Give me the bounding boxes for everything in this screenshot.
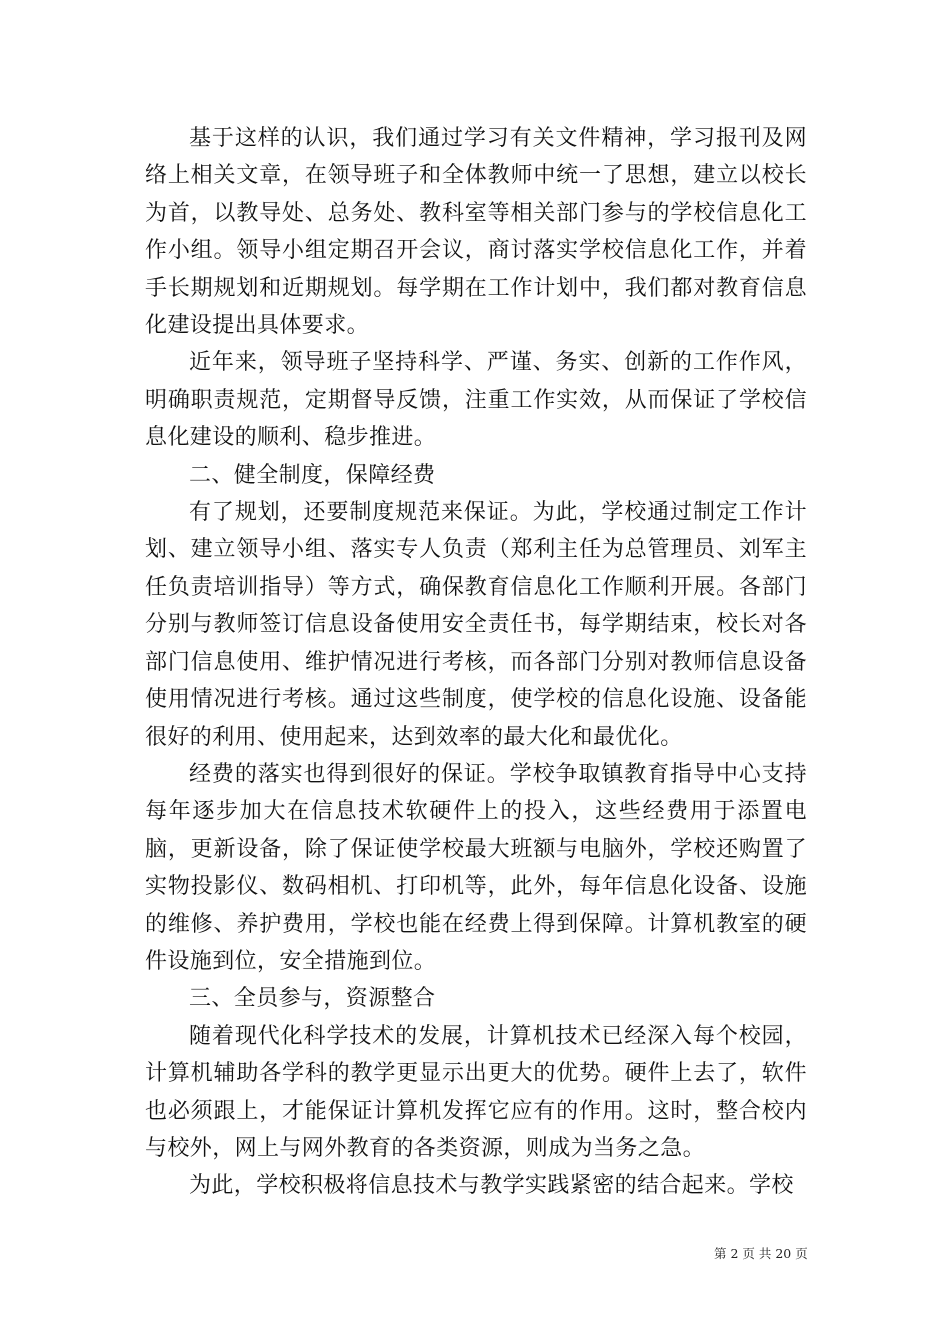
document-body (145, 120, 807, 1205)
paragraph: 近年来，领导班子坚持科学、严谨、务实、创新的工作作风，明确职责规范，定期督导反馈，注重工作实效，从而保证了学校信息化建设的顺利、稳步推进。 (145, 350, 807, 451)
section-heading: 二、健全制度，保障经费 (189, 462, 436, 488)
paragraph: 为此，学校积极将信息技术与教学实践紧密的结合起来。学校 (189, 1173, 794, 1199)
page-number-footer: 第 2 页 共 20 页 (714, 1246, 808, 1261)
paragraph: 随着现代化科学技术的发展，计算机技术已经深入每个校园，计算机辅助各学科的教学更显示出更大的优势。硬件上去了，软件也必须跟上，才能保证计算机发挥它应有的作用。这时，整合校内与校外，网上与网外教育的各类资源，则成为当务之急。 (145, 1023, 807, 1161)
paragraph: 基于这样的认识，我们通过学习有关文件精神，学习报刊及网络上相关文章，在领导班子和全体教师中统一了思想，建立以校长为首，以教导处、总务处、教科室等相关部门参与的学校信息化工作小组。领导小组定期召开会议，商讨落实学校信息化工作，并着手长期规划和近期规划。每学期在工作计划中，我们都对教育信息化建设提出具体要求。 (145, 126, 807, 339)
paragraph: 经费的落实也得到很好的保证。学校争取镇教育指导中心支持每年逐步加大在信息技术软硬件上的投入，这些经费用于添置电脑，更新设备，除了保证使学校最大班额与电脑外，学校还购置了实物投影仪、数码相机、打印机等，此外，每年信息化设备、设施的维修、养护费用，学校也能在经费上得到保障。计算机教室的硬件设施到位，安全措施到位。 (145, 761, 807, 974)
section-heading: 三、全员参与，资源整合 (189, 986, 436, 1012)
paragraph: 有了规划，还要制度规范来保证。为此，学校通过制定工作计划、建立领导小组、落实专人负责（郑利主任为总管理员、刘军主任负责培训指导）等方式，确保教育信息化工作顺利开展。各部门分别与教师签订信息设备使用安全责任书，每学期结束，校长对各部门信息使用、维护情况进行考核，而各部门分别对教师信息设备使用情况进行考核。通过这些制度，使学校的信息化设施、设备能很好的利用、使用起来，达到效率的最大化和最优化。 (145, 500, 807, 750)
